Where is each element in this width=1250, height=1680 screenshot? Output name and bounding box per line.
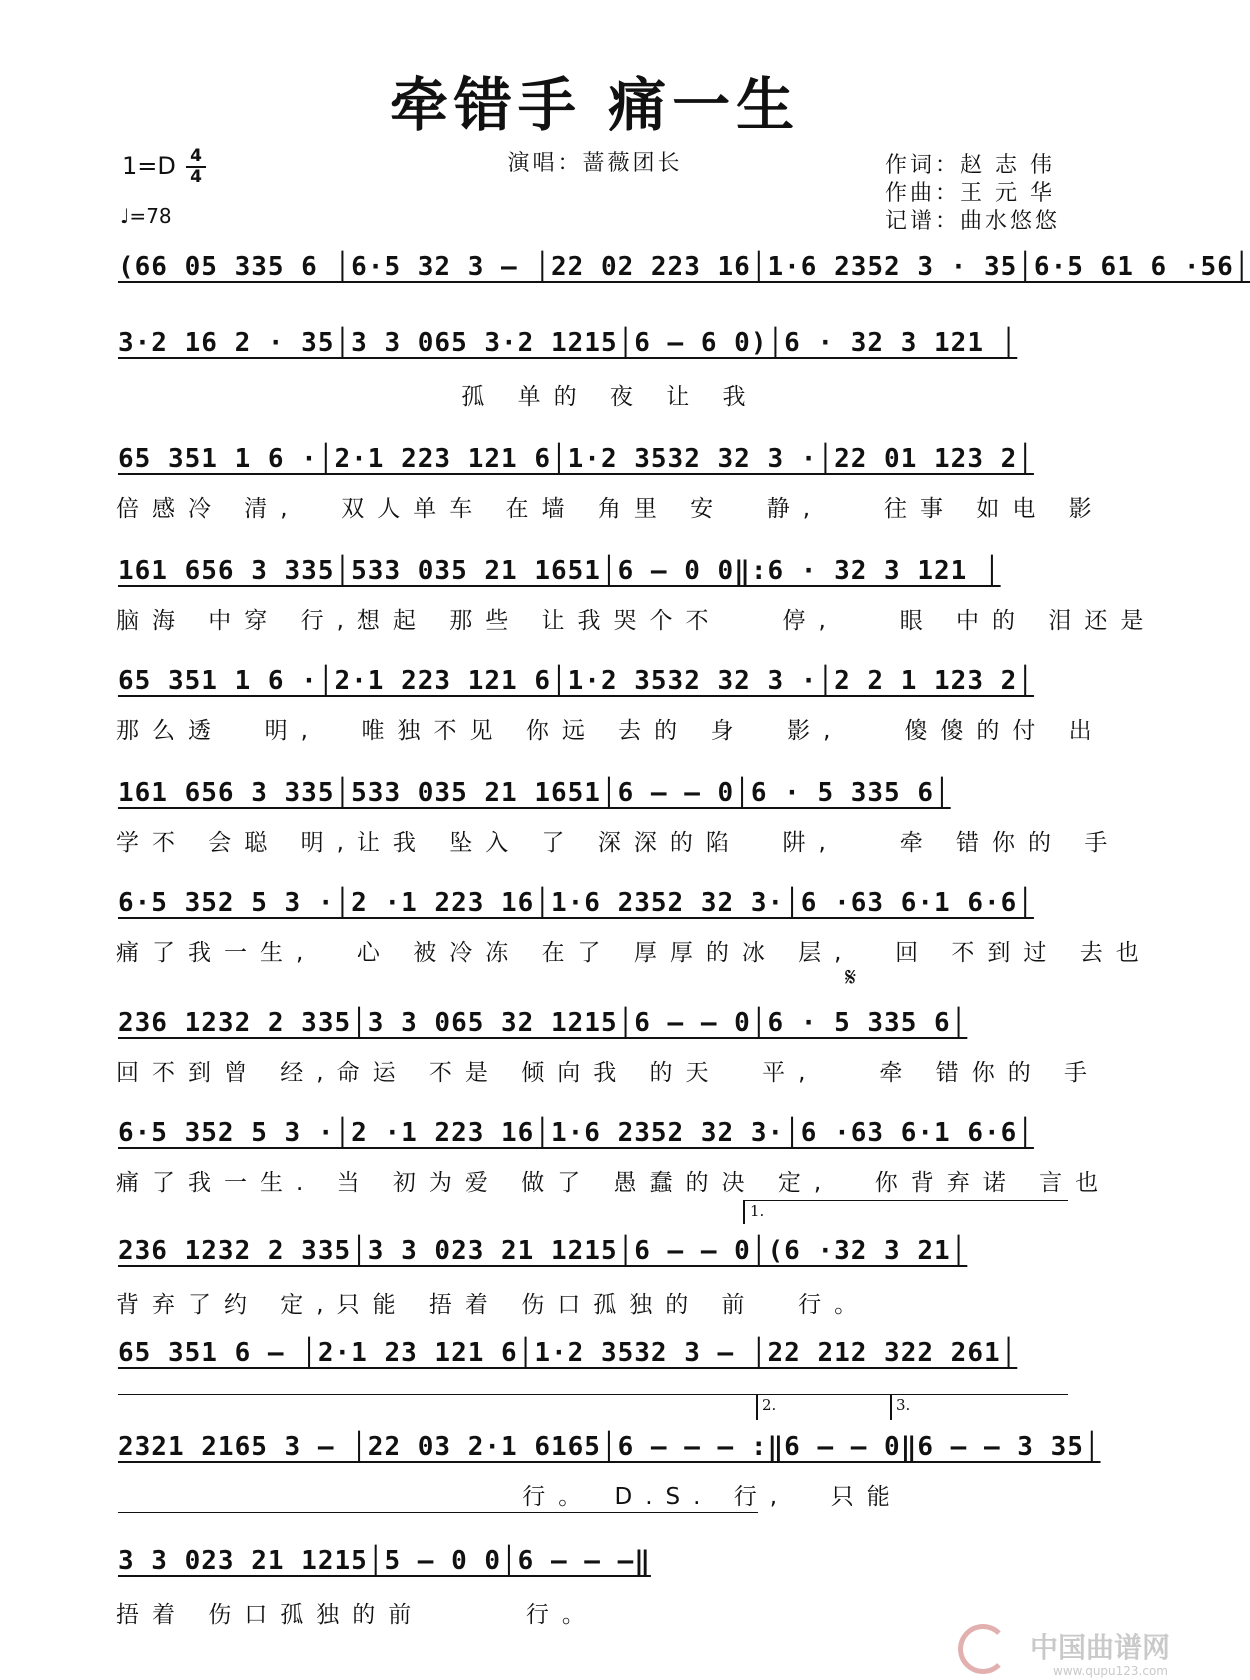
score-row-4-notes: 161 656 3 335│533 035 21 1651│6 – 0 0‖:6 · 32 3 121 │ xyxy=(118,556,1001,586)
watermark-site-name: 中国曲谱网 xyxy=(1029,1631,1170,1664)
score-row-1-notes: (66 05 335 6 │6·5 32 3 – │22 02 223 16│1·6 2352 3 · 35│6·5 61 6 ·56│ xyxy=(118,252,1250,282)
score-row-10-lyrics: 背弃了约 定,只能 捂着 伤口孤独的 前 行。 xyxy=(116,1292,871,1318)
time-bottom: 4 xyxy=(186,166,206,187)
tempo-mark: ♩=78 xyxy=(120,204,172,228)
score-row-6-notes: 161 656 3 335│533 035 21 1651│6 – – 0│6 · 5 335 6│ xyxy=(118,778,951,808)
score-row-2-notes: 3·2 16 2 · 35│3 3 065 3·2 1215│6 – 6 0)│6 · 32 3 121 │ xyxy=(118,328,1018,358)
score-row-8-lyrics: 回不到曾 经,命运 不是 倾向我 的天 平, 牵 错你的 手 xyxy=(116,1060,1101,1086)
third-ending-continuation-line xyxy=(118,1512,758,1513)
score-row-10-notes: 236 1232 2 335│3 3 023 21 1215│6 – – 0│(6 ·32 3 21│ xyxy=(118,1236,968,1266)
second-ending-label: 2. xyxy=(762,1396,777,1414)
score-row-6-lyrics: 学不 会聪 明,让我 坠入 了 深深的陷 阱, 牵 错你的 手 xyxy=(116,830,1121,856)
score-row-12-lyrics: 行。 D.S. 行, 只能 xyxy=(116,1484,903,1510)
score-row-5-notes: 65 351 1 6 ·│2·1 223 121 6│1·2 3532 32 3 ·│2 2 1 123 2│ xyxy=(118,666,1034,696)
segno-mark: 𝄋 xyxy=(845,963,857,993)
score-row-2-lyrics: 孤 单的 夜 让 我 xyxy=(116,384,759,410)
second-ending-bracket-edge xyxy=(756,1394,758,1420)
watermark-logo-icon xyxy=(958,1624,1008,1674)
score-row-8-notes: 236 1232 2 335│3 3 065 32 1215│6 – – 0│6 · 5 335 6│ xyxy=(118,1008,968,1038)
composer-credit: 作曲：王 元 华 xyxy=(885,181,1055,206)
singer-credit: 演唱：蔷薇团长 xyxy=(507,151,683,176)
score-row-4-lyrics: 脑海 中穿 行,想起 那些 让我哭个不 停, 眼 中的 泪还是 xyxy=(116,608,1157,634)
time-top: 4 xyxy=(190,146,202,166)
score-row-5-lyrics: 那么透 明, 唯独不见 你远 去的 身 影, 傻傻的付 出 xyxy=(116,718,1105,744)
score-row-11-notes: 65 351 6 – │2·1 23 121 6│1·2 3532 3 – │22 212 322 261│ xyxy=(118,1338,1018,1368)
third-ending-label: 3. xyxy=(896,1396,911,1414)
score-row-3-notes: 65 351 1 6 ·│2·1 223 121 6│1·2 3532 32 3 ·│22 01 123 2│ xyxy=(118,444,1034,474)
lyricist-credit: 作词：赵 志 伟 xyxy=(885,153,1055,178)
time-signature xyxy=(186,147,206,187)
credits xyxy=(885,152,1060,236)
score-row-7-notes: 6·5 352 5 3 ·│2 ·1 223 16│1·6 2352 32 3·│6 ·63 6·1 6·6│ xyxy=(118,888,1034,918)
score-row-9-lyrics: 痛了我一生. 当 初为爱 做了 愚蠢的决 定, 你背弃诺 言也 xyxy=(116,1170,1112,1196)
score-row-3-lyrics: 倍感冷 清, 双人单车 在墙 角里 安 静, 往事 如电 影 xyxy=(116,496,1105,522)
key-signature: 1=D xyxy=(122,152,176,180)
page-title: 牵错手 痛一生 xyxy=(389,71,801,139)
third-ending-bracket-edge xyxy=(890,1394,892,1420)
score-row-7-lyrics: 痛了我一生, 心 被冷冻 在了 厚厚的冰 层, 回 不到过 去也 xyxy=(116,940,1152,966)
watermark-url: www.qupu123.com xyxy=(1053,1664,1168,1678)
first-ending-bracket xyxy=(743,1200,1068,1201)
score-row-13-notes: 3 3 023 21 1215│5 – 0 0│6 – – –‖ xyxy=(118,1546,651,1576)
score-row-9-notes: 6·5 352 5 3 ·│2 ·1 223 16│1·6 2352 32 3·│6 ·63 6·1 6·6│ xyxy=(118,1118,1034,1148)
repeat-bracket-line xyxy=(118,1394,1068,1395)
score-row-12-notes: 2321 2165 3 – │22 03 2·1 6165│6 – – – :‖6 – – 0‖6 – – 3 35│ xyxy=(118,1432,1101,1462)
first-ending-bracket-edge xyxy=(743,1200,745,1224)
transcriber-credit: 记谱：曲水悠悠 xyxy=(885,209,1061,234)
score-row-13-lyrics: 捂着 伤口孤独的前 行。 xyxy=(116,1602,598,1628)
first-ending-label: 1. xyxy=(750,1202,765,1220)
